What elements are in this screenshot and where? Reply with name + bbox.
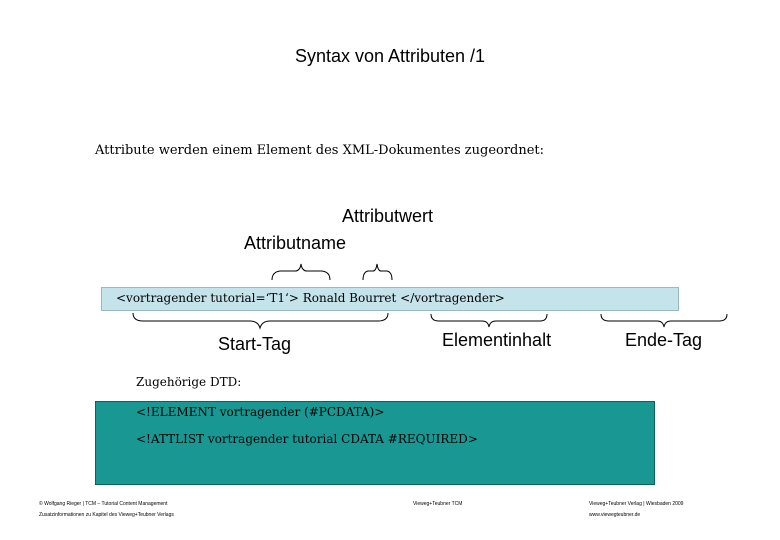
footer-right-line2: www.viewegteubner.de	[589, 512, 641, 518]
brace-attribute-value	[363, 264, 392, 280]
slide-title: Syntax von Attributen /1	[294, 46, 486, 66]
brace-element-content	[431, 314, 547, 327]
label-element-content: Elementinhalt	[442, 330, 552, 350]
dtd-heading: Zugehörige DTD:	[136, 375, 242, 389]
dtd-attlist-line: <!ATTLIST vortragender tutorial CDATA #REQUIRED>	[136, 432, 478, 446]
footer-left-line2: Zusatzinformationen zu Kapitel des Vieweg+Teubner Verlags	[39, 512, 174, 518]
code-example-line: <vortragender tutorial=‘T1‘> Ronald Bourret </vortragender>	[116, 291, 505, 305]
footer-left-line1: © Wolfgang Rieger | TCM – Tutorial Content Management	[39, 501, 168, 507]
label-attribute-name: Attributname	[244, 233, 347, 253]
brace-start-tag	[133, 313, 388, 328]
label-end-tag: Ende-Tag	[625, 330, 703, 350]
brace-attribute-name	[272, 264, 330, 280]
footer-right-line1: Vieweg+Teubner Verlag | Wiesbaden 2009	[589, 501, 684, 507]
brace-end-tag	[601, 314, 727, 327]
dtd-element-line: <!ELEMENT vortragender (#PCDATA)>	[136, 405, 385, 419]
label-start-tag: Start-Tag	[218, 334, 292, 354]
label-attribute-value: Attributwert	[342, 206, 434, 226]
intro-text: Attribute werden einem Element des XML-Dokumentes zugeordnet:	[95, 143, 545, 158]
footer-center: Vieweg+Teubner TCM	[413, 501, 463, 507]
